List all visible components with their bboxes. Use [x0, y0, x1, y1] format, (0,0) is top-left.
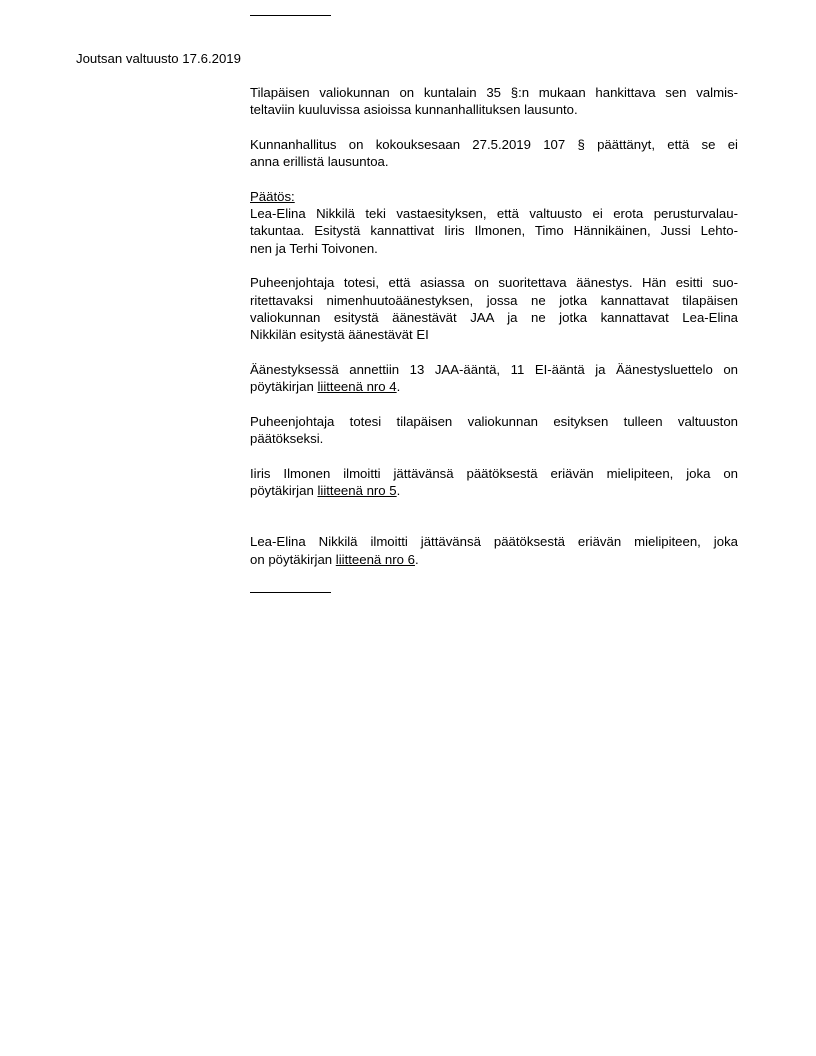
attachment-4-link[interactable]: liitteenä nro 4	[317, 379, 397, 395]
minutes-body	[250, 84, 738, 585]
meeting-header: Joutsan valtuusto 17.6.2019	[76, 51, 241, 66]
decision-heading: Päätös:	[250, 188, 295, 204]
attachment-6-link[interactable]: liitteenä nro 6	[335, 551, 415, 567]
paragraph-board-decision: Kunnanhallitus on kokouksesaan 27.5.2019 107 § päättänyt, että se ei anna erillistä lausuntoa.	[250, 136, 738, 170]
attachment-5-link[interactable]: liitteenä nro 5	[317, 482, 397, 498]
top-separator-rule	[250, 15, 331, 16]
paragraph-vote-procedure: Puheenjohtaja totesi, että asiassa on suoritettava äänestys. Hän esitti suo- ritettavaksi nimenhuutoäänestyksen, jossa ne jotka kannattavat tilapäisen valiokunnan esitystä äänestävät JAA ja ne jotka kannattavat Lea-Elina Nikkilän esitystä äänestävät EI	[250, 275, 738, 343]
paragraph-decision: Päätös: Lea-Elina Nikkilä teki vastaesityksen, että valtuusto ei erota perusturvalau- takuntaa. Esitystä kannattivat Iiris Ilmonen, Timo Hännikäinen, Jussi Lehto- nen ja Terhi Toivonen.	[250, 188, 738, 256]
paragraph-dissent-nikkila: Lea-Elina Nikkilä ilmoitti jättävänsä päätöksestä eriävän mielipiteen, joka on pöytäkirjan liitteenä nro 6.	[250, 534, 738, 567]
paragraph-statement-requirement: Tilapäisen valiokunnan on kuntalain 35 §:n mukaan hankittava sen valmis- teltaviin kuuluvissa asioissa kunnanhallituksen lausunto.	[250, 85, 738, 118]
paragraph-vote-result: Äänestyksessä annettiin 13 JAA-ääntä, 11 EI-ääntä ja Äänestysluettelo on pöytäkirjan liitteenä nro 4.	[250, 361, 738, 395]
bottom-separator-rule	[250, 592, 331, 593]
paragraph-council-decision: Puheenjohtaja totesi tilapäisen valiokunnan esityksen tulleen valtuuston päätökseksi.	[250, 413, 738, 447]
paragraph-dissent-ilmonen: Iiris Ilmonen ilmoitti jättävänsä päätöksestä eriävän mielipiteen, joka on pöytäkirjan liitteenä nro 5.	[250, 465, 738, 498]
